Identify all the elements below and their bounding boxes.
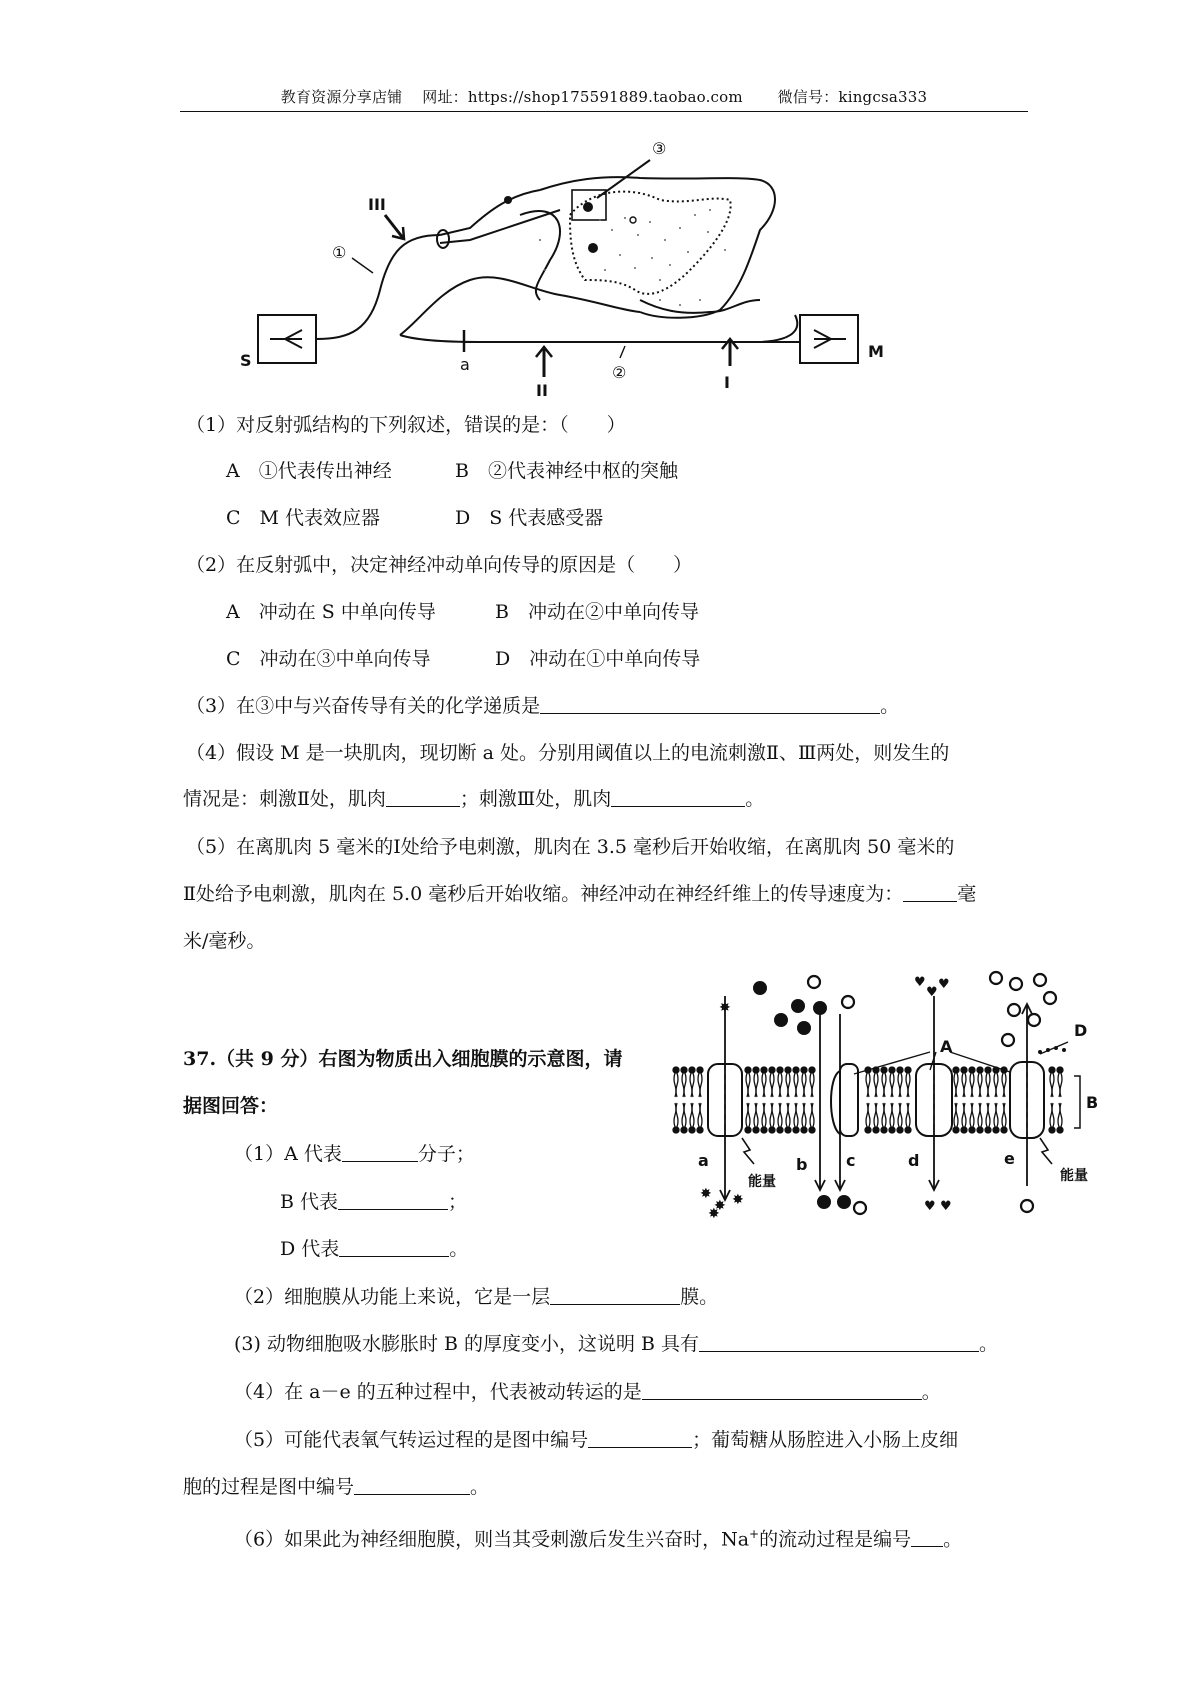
q37-4-blank[interactable]: [642, 1379, 922, 1400]
page-header: [180, 86, 1028, 107]
q36-1-opt-b: B ②代表神经中枢的突触: [455, 460, 678, 482]
q36-2-opt-a: A 冲动在 S 中单向传导: [226, 601, 436, 623]
cell-membrane-figure: [668, 966, 1116, 1218]
svg-text:✸: ✸: [708, 1206, 720, 1218]
q37-1d: D 代表 。: [280, 1238, 469, 1260]
label-b: b: [796, 1155, 808, 1174]
label-energy-1: 能量: [748, 1174, 776, 1190]
svg-text:✸: ✸: [714, 1198, 726, 1214]
q36-1-opt-c: C M 代表效应器: [226, 507, 381, 529]
q37-5-line2: 胞的过程是图中编号 。: [183, 1476, 490, 1498]
q36-5-line2: Ⅱ处给予电刺激，肌肉在 5.0 毫秒后开始收缩。神经冲动在神经纤维上的传导速度为： 毫: [183, 883, 977, 905]
q37-title-1: 37.（共 9 分）右图为物质出入细胞膜的示意图，请: [183, 1048, 623, 1070]
q37-3: (3) 动物细胞吸水膨胀时 B 的厚度变小，这说明 B 具有 。: [234, 1333, 999, 1355]
q37-2-blank[interactable]: [550, 1284, 680, 1305]
q37-5-line1: （5）可能代表氧气转运过程的是图中编号 ；葡萄糖从肠腔进入小肠上皮细: [234, 1429, 959, 1451]
q37-6: （6）如果此为神经细胞膜，则当其受刺激后发生兴奋时，Na+的流动过程是编号 。: [234, 1527, 963, 1551]
header-wechat: 微信号：kingcsa333: [777, 88, 928, 106]
q37-5-blank-2[interactable]: [354, 1474, 470, 1495]
q37-title-2: 据图回答：: [183, 1095, 279, 1117]
svg-text:♥: ♥: [938, 977, 950, 992]
label-c: c: [846, 1151, 856, 1170]
q37-1a-blank[interactable]: [342, 1141, 418, 1162]
q37-3-blank[interactable]: [699, 1331, 979, 1352]
svg-text:✸: ✸: [700, 1186, 712, 1202]
label-A: A: [940, 1037, 953, 1056]
label-a: a: [698, 1151, 709, 1170]
q36-1-opt-d: D S 代表感受器: [455, 507, 604, 529]
q36-2-stem: （2）在反射弧中，决定神经冲动单向传导的原因是（ ）: [186, 554, 693, 576]
q37-4: （4）在 a－e 的五种过程中，代表被动转运的是 。: [234, 1381, 941, 1403]
svg-text:♥: ♥: [914, 975, 926, 990]
q36-5-line3: 米/毫秒。: [183, 930, 266, 952]
label-circle1: ①: [332, 243, 347, 262]
q37-5-blank-1[interactable]: [588, 1427, 692, 1448]
q36-4-blank-1[interactable]: [386, 786, 460, 807]
label-d: d: [908, 1151, 920, 1170]
svg-text:♥: ♥: [926, 985, 938, 1000]
q36-1-stem: （1）对反射弧结构的下列叙述，错误的是：（ ）: [186, 414, 626, 436]
svg-text:♥: ♥: [940, 1199, 952, 1214]
q36-2-opt-c: C 冲动在③中单向传导: [226, 648, 431, 670]
q36-3-blank[interactable]: [540, 693, 880, 714]
q37-1b: B 代表 ；: [280, 1191, 468, 1213]
header-shop: 教育资源分享店铺: [280, 88, 403, 106]
label-circle2: ②: [612, 363, 627, 382]
label-roman1: I: [724, 373, 730, 392]
carrier-protein-b: [840, 1064, 858, 1136]
q37-1a: （1）A 代表 分子；: [234, 1143, 475, 1165]
label-M: M: [868, 342, 884, 361]
q37-1b-blank[interactable]: [338, 1189, 448, 1210]
q36-1-opt-a: A ①代表传出神经: [226, 460, 392, 482]
q36-2-opt-d: D 冲动在①中单向传导: [495, 648, 701, 670]
svg-text:♥: ♥: [924, 1199, 936, 1214]
svg-text:✸: ✸: [732, 1192, 744, 1208]
label-D: D: [1074, 1021, 1088, 1040]
label-B: B: [1086, 1093, 1099, 1112]
q37-6-blank[interactable]: [911, 1526, 943, 1547]
q37-1d-blank[interactable]: [339, 1236, 449, 1257]
label-energy-2: 能量: [1060, 1168, 1088, 1184]
label-a: a: [460, 355, 470, 374]
label-roman2: II: [536, 381, 548, 400]
q36-2-opt-b: B 冲动在②中单向传导: [495, 601, 699, 623]
q36-4-line2: 情况是：刺激Ⅱ处，肌肉 ；刺激Ⅲ处，肌肉 。: [183, 788, 765, 810]
label-e: e: [1004, 1149, 1015, 1168]
q37-2: （2）细胞膜从功能上来说，它是一层 膜。: [234, 1286, 719, 1308]
reflex-arc-figure: [240, 140, 970, 410]
q36-4-blank-2[interactable]: [611, 786, 745, 807]
q36-4-line1: （4）假设 M 是一块肌肉，现切断 a 处。分别用阈值以上的电流刺激Ⅱ、Ⅲ两处，则发生的: [186, 742, 950, 764]
header-url: 网址：https://shop175591889.taobao.com: [422, 88, 743, 106]
q36-5-line1: （5）在离肌肉 5 毫米的Ⅰ处给予电刺激，肌肉在 3.5 毫秒后开始收缩，在离肌肉 50 毫米的: [186, 836, 955, 858]
header-rule: [180, 111, 1028, 112]
q36-3: （3）在③中与兴奋传导有关的化学递质是 。: [186, 695, 900, 717]
label-S: S: [240, 351, 252, 370]
svg-text:✸: ✸: [719, 1000, 731, 1016]
q36-5-blank[interactable]: [903, 881, 957, 902]
label-circle3: ③: [652, 140, 667, 158]
label-roman3: III: [368, 195, 386, 214]
